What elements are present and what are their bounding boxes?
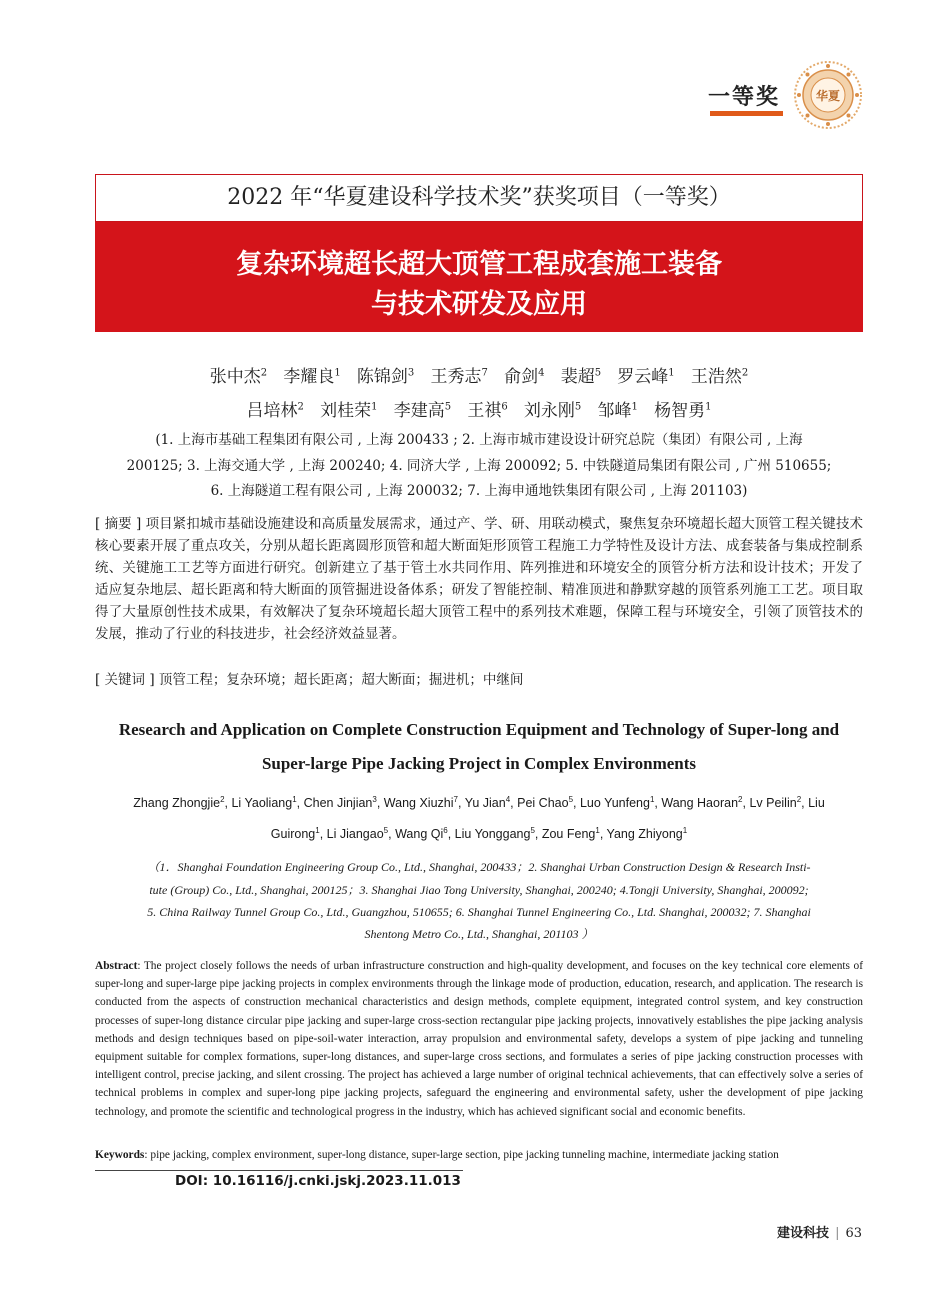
author-affiliation-number: 3 — [407, 367, 415, 379]
cn-abstract-text: 项目紧扣城市基础设施建设和高质量发展需求，通过产、学、研、用联动模式，聚焦复杂环境超长超大顶管工程关键技术核心要素开展了重点攻关，分别从超长距离圆形顶管和超大断面矩形顶管工程施工力学特性及设计方法、成套装备与集成控制系统、关键施工工艺等方面进行研究。创新建立了基于管土水共同作用、阵列推进和环境安全的顶管分析方法和设计技术；开发了适应复杂地层、超长距离和特大断面的顶管掘进设备体系；研发了智能控制、精准顶进和静默穿越的顶管系列施工工艺。项目取得了大量原创性技术成果，有效解决了复杂环境超长超大顶管工程中的系列技术难题，保障工程与环境安全，引领了顶管技术的发展，推动了行业的科技进步，社会经济效益显著。 — [95, 516, 863, 642]
main-title-banner — [95, 222, 863, 332]
author-name: 吕培林 — [246, 401, 298, 421]
divider — [95, 1170, 463, 1171]
author-affiliation-number: 5 — [574, 401, 582, 413]
cn-affiliation-line-1: (1. 上海市基础工程集团有限公司 , 上海 200433 ; 2. 上海市城市建设设计研究总院（集团）有限公司 , 上海 — [155, 432, 803, 448]
author-name: Wang Xiuzhi — [383, 796, 454, 811]
en-author-line-1-tail: Liu — [808, 796, 825, 811]
en-author-line-1: Zhang Zhongjie$^2$, Li Yaoliang$^1$, Chen Jinjian$^3$, Wang Xiuzhi$^7$, Yu Jian$^4$, Pei Chao$^5$, Luo Yunfeng$^1$, Wang Haoran$^2$, Lv Peilin$^2$, Liu — [133, 795, 825, 811]
cn-abstract-label: [ 摘要 ] — [95, 516, 142, 532]
en-keywords-text: : pipe jacking, complex environment, super-long distance, super-large section, pipe jacking tunneling machine, intermediate jacking station — [144, 1149, 779, 1161]
award-label: 一等奖 — [707, 85, 780, 110]
cn-author-line-1 — [95, 362, 863, 387]
en-title-line-1: Research and Application on Complete Construction Equipment and Technology of Super-long and — [118, 720, 840, 739]
author-affiliation-number: 1 — [371, 401, 378, 413]
author-affiliation-number: 1 — [315, 826, 320, 835]
cn-affiliation-line-3: 6. 上海隧道工程有限公司 , 上海 200032; 7. 上海申通地铁集团有限公司 , 上海 201103) — [210, 483, 748, 499]
en-affiliation-line-2: tute (Group) Co., Ltd., Shanghai, 200125；3. Shanghai Jiao Tong University, Shanghai, 200240; 4.Tongji University, Shanghai, 200092; — [149, 883, 809, 897]
author-name: 刘永刚 — [523, 401, 575, 421]
author-affiliation-number: 1 — [631, 401, 638, 413]
cn-abstract — [95, 513, 863, 645]
author-name: Zhang Zhongjie — [133, 796, 221, 811]
author-name: 张中杰 — [209, 367, 261, 387]
cn-keywords-text: 顶管工程；复杂环境；超长距离；超大断面；掘进机；中继间 — [158, 672, 524, 688]
author-affiliation-number: 1 — [595, 826, 600, 835]
author-name: Yang Zhiyong — [606, 827, 683, 842]
author-affiliation-number: 1 — [682, 826, 688, 835]
author-affiliation-number: 4 — [505, 795, 511, 804]
author-affiliation-number: 2 — [741, 367, 749, 379]
author-name: Zou Feng — [541, 827, 596, 842]
doi: DOI: 10.16116/j.cnki.jskj.2023.11.013 — [175, 1173, 461, 1189]
en-keywords — [95, 1149, 863, 1161]
en-keywords-label: Keywords — [95, 1149, 145, 1161]
author-affiliation-number: 5 — [594, 367, 602, 379]
en-author-list-1: Zhang Zhongjie$^2$, Li Yaoliang$^1$, Chen Jinjian$^3$, Wang Xiuzhi$^7$, Yu Jian$^4$, Pei Chao$^5$, Luo Yunfeng$^1$, Wang Haoran$^2$, Lv Peilin$^2$ — [133, 795, 802, 811]
main-title-line-2: 与技术研发及应用 — [371, 289, 587, 320]
author-affiliation-number: 4 — [538, 367, 545, 379]
author-name: 李耀良 — [283, 367, 335, 387]
author-affiliation-number: 5 — [568, 795, 574, 804]
author-name: Li Jiangao — [326, 827, 384, 842]
journal-name: 建设科技 — [777, 1226, 830, 1241]
author-name: 李建高 — [393, 401, 445, 421]
author-name: Pei Chao — [517, 796, 569, 811]
author-name: 俞剑 — [504, 367, 539, 387]
cn-affiliation-line-2: 200125; 3. 上海交通大学 , 上海 200240; 4. 同济大学 , 上海 200092; 5. 中铁隧道局集团有限公司 , 广州 510655; — [126, 458, 832, 474]
seal-text: 华夏 — [815, 89, 841, 103]
author-name: Wang Haoran — [661, 796, 739, 811]
author-affiliation-number: 1 — [649, 795, 655, 804]
en-abstract-text: : The project closely follows the needs of urban infrastructure construction and high-quality development, and focuses on the key technical core elements of super-long and super-large pipe jacking projects in complex environments through the linkage mode of production, education, research, and application. The research is conducted from the aspects of construction mechanical characteristics and design methods, complete equipment, integrated control system, and key construction processes of super-long distance circular pipe jacking and super-large cross-section rectangular pipe jacking projects, innovatively establishes the pipe jacking analysis methods and design techniques based on pipe-soil-water interaction, array propulsion and environmental safety, develops a system of pipe jacking and tunneling equipment suitable for complex formations, super-long distances, and super-large cross sections, and formulates a series of pipe jacking construction processes with intelligent control, precise jacking, and silent crossing. The project has achieved a large number of original technical achievements, that can effectively solve a series of technical problems in complex and super-long pipe jacking projects, safeguard the engineering and environmental safety, usher the development of pipe jacking technology, and promote the scientific and technological progress in the industry, which has achieved significant social and economic benefits. — [95, 960, 863, 1118]
page-footer: 建设科技 | 63 — [777, 1226, 862, 1241]
author-affiliation-number: 2 — [260, 367, 268, 379]
en-title — [95, 713, 863, 781]
author-affiliation-number: 2 — [738, 795, 743, 804]
author-name: 罗云峰 — [617, 367, 669, 387]
en-affiliation-line-1: （1．Shanghai Foundation Engineering Group Co., Ltd., Shanghai, 200433；2. Shanghai Urban Construction Design & Research Insti- — [147, 860, 811, 874]
author-name: 邹峰 — [597, 401, 632, 421]
en-abstract-label: Abstract — [95, 960, 138, 972]
author-name: Wang Qi — [395, 827, 444, 842]
award-seal-icon — [793, 60, 863, 130]
author-name: 王祺 — [467, 401, 502, 421]
author-affiliation-number: 7 — [453, 795, 458, 804]
author-affiliation-number: 1 — [705, 401, 712, 413]
page-number: 63 — [845, 1226, 862, 1241]
author-name: Luo Yunfeng — [579, 796, 650, 811]
author-affiliation-number: 6 — [443, 826, 448, 835]
author-affiliation-number: 3 — [372, 795, 377, 804]
author-affiliation-number: 1 — [668, 367, 675, 379]
author-name: Guirong — [270, 827, 316, 842]
author-affiliation-number: 7 — [481, 367, 488, 379]
author-affiliation-number: 5 — [444, 401, 452, 413]
cn-keywords-label: [ 关键词 ] — [95, 672, 155, 688]
author-name: Liu Yonggang — [454, 827, 531, 842]
award-year-title: 2022 年“华夏建设科学技术奖”获奖项目（一等奖） — [95, 174, 863, 222]
en-title-line-2: Super-large Pipe Jacking Project in Complex Environments — [261, 754, 697, 773]
en-affiliation-line-4: Shentong Metro Co., Ltd., Shanghai, 201103 ） — [364, 927, 594, 941]
author-name: Chen Jinjian — [303, 796, 373, 811]
author-affiliation-number: 2 — [796, 795, 802, 804]
award-underline — [710, 111, 783, 116]
author-affiliation-number: 1 — [334, 367, 341, 379]
author-name: 杨智勇 — [654, 401, 706, 421]
cn-keywords — [95, 668, 863, 688]
author-affiliation-number: 1 — [292, 795, 297, 804]
author-name: 王浩然 — [690, 367, 742, 387]
en-abstract — [95, 957, 863, 1121]
en-author-line-2: Guirong$^1$, Li Jiangao$^5$, Wang Qi$^6$, Liu Yonggang$^5$, Zou Feng$^1$, Yang Zhiyong$^1$ — [270, 826, 688, 842]
author-affiliation-number: 5 — [383, 826, 389, 835]
author-affiliation-number: 6 — [501, 401, 508, 413]
author-name: Yu Jian — [464, 796, 506, 811]
en-affiliation-line-3: 5. China Railway Tunnel Group Co., Ltd., Guangzhou, 510655; 6. Shanghai Tunnel Engineering Co., Ltd. Shanghai, 200032; 7. Shanghai — [147, 905, 811, 919]
main-title-line-1: 复杂环境超长超大顶管工程成套施工装备 — [236, 249, 722, 280]
author-affiliation-number: 5 — [530, 826, 535, 835]
cn-author-line-2 — [95, 396, 863, 421]
author-name: 陈锦剑 — [356, 367, 408, 387]
author-name: 刘桂荣 — [320, 401, 372, 421]
author-name: 裴超 — [560, 367, 595, 387]
author-name: 王秀志 — [430, 367, 482, 387]
author-name: Li Yaoliang — [231, 796, 293, 811]
author-affiliation-number: 2 — [220, 795, 225, 804]
author-name: Lv Peilin — [749, 796, 797, 811]
author-affiliation-number: 2 — [297, 401, 304, 413]
